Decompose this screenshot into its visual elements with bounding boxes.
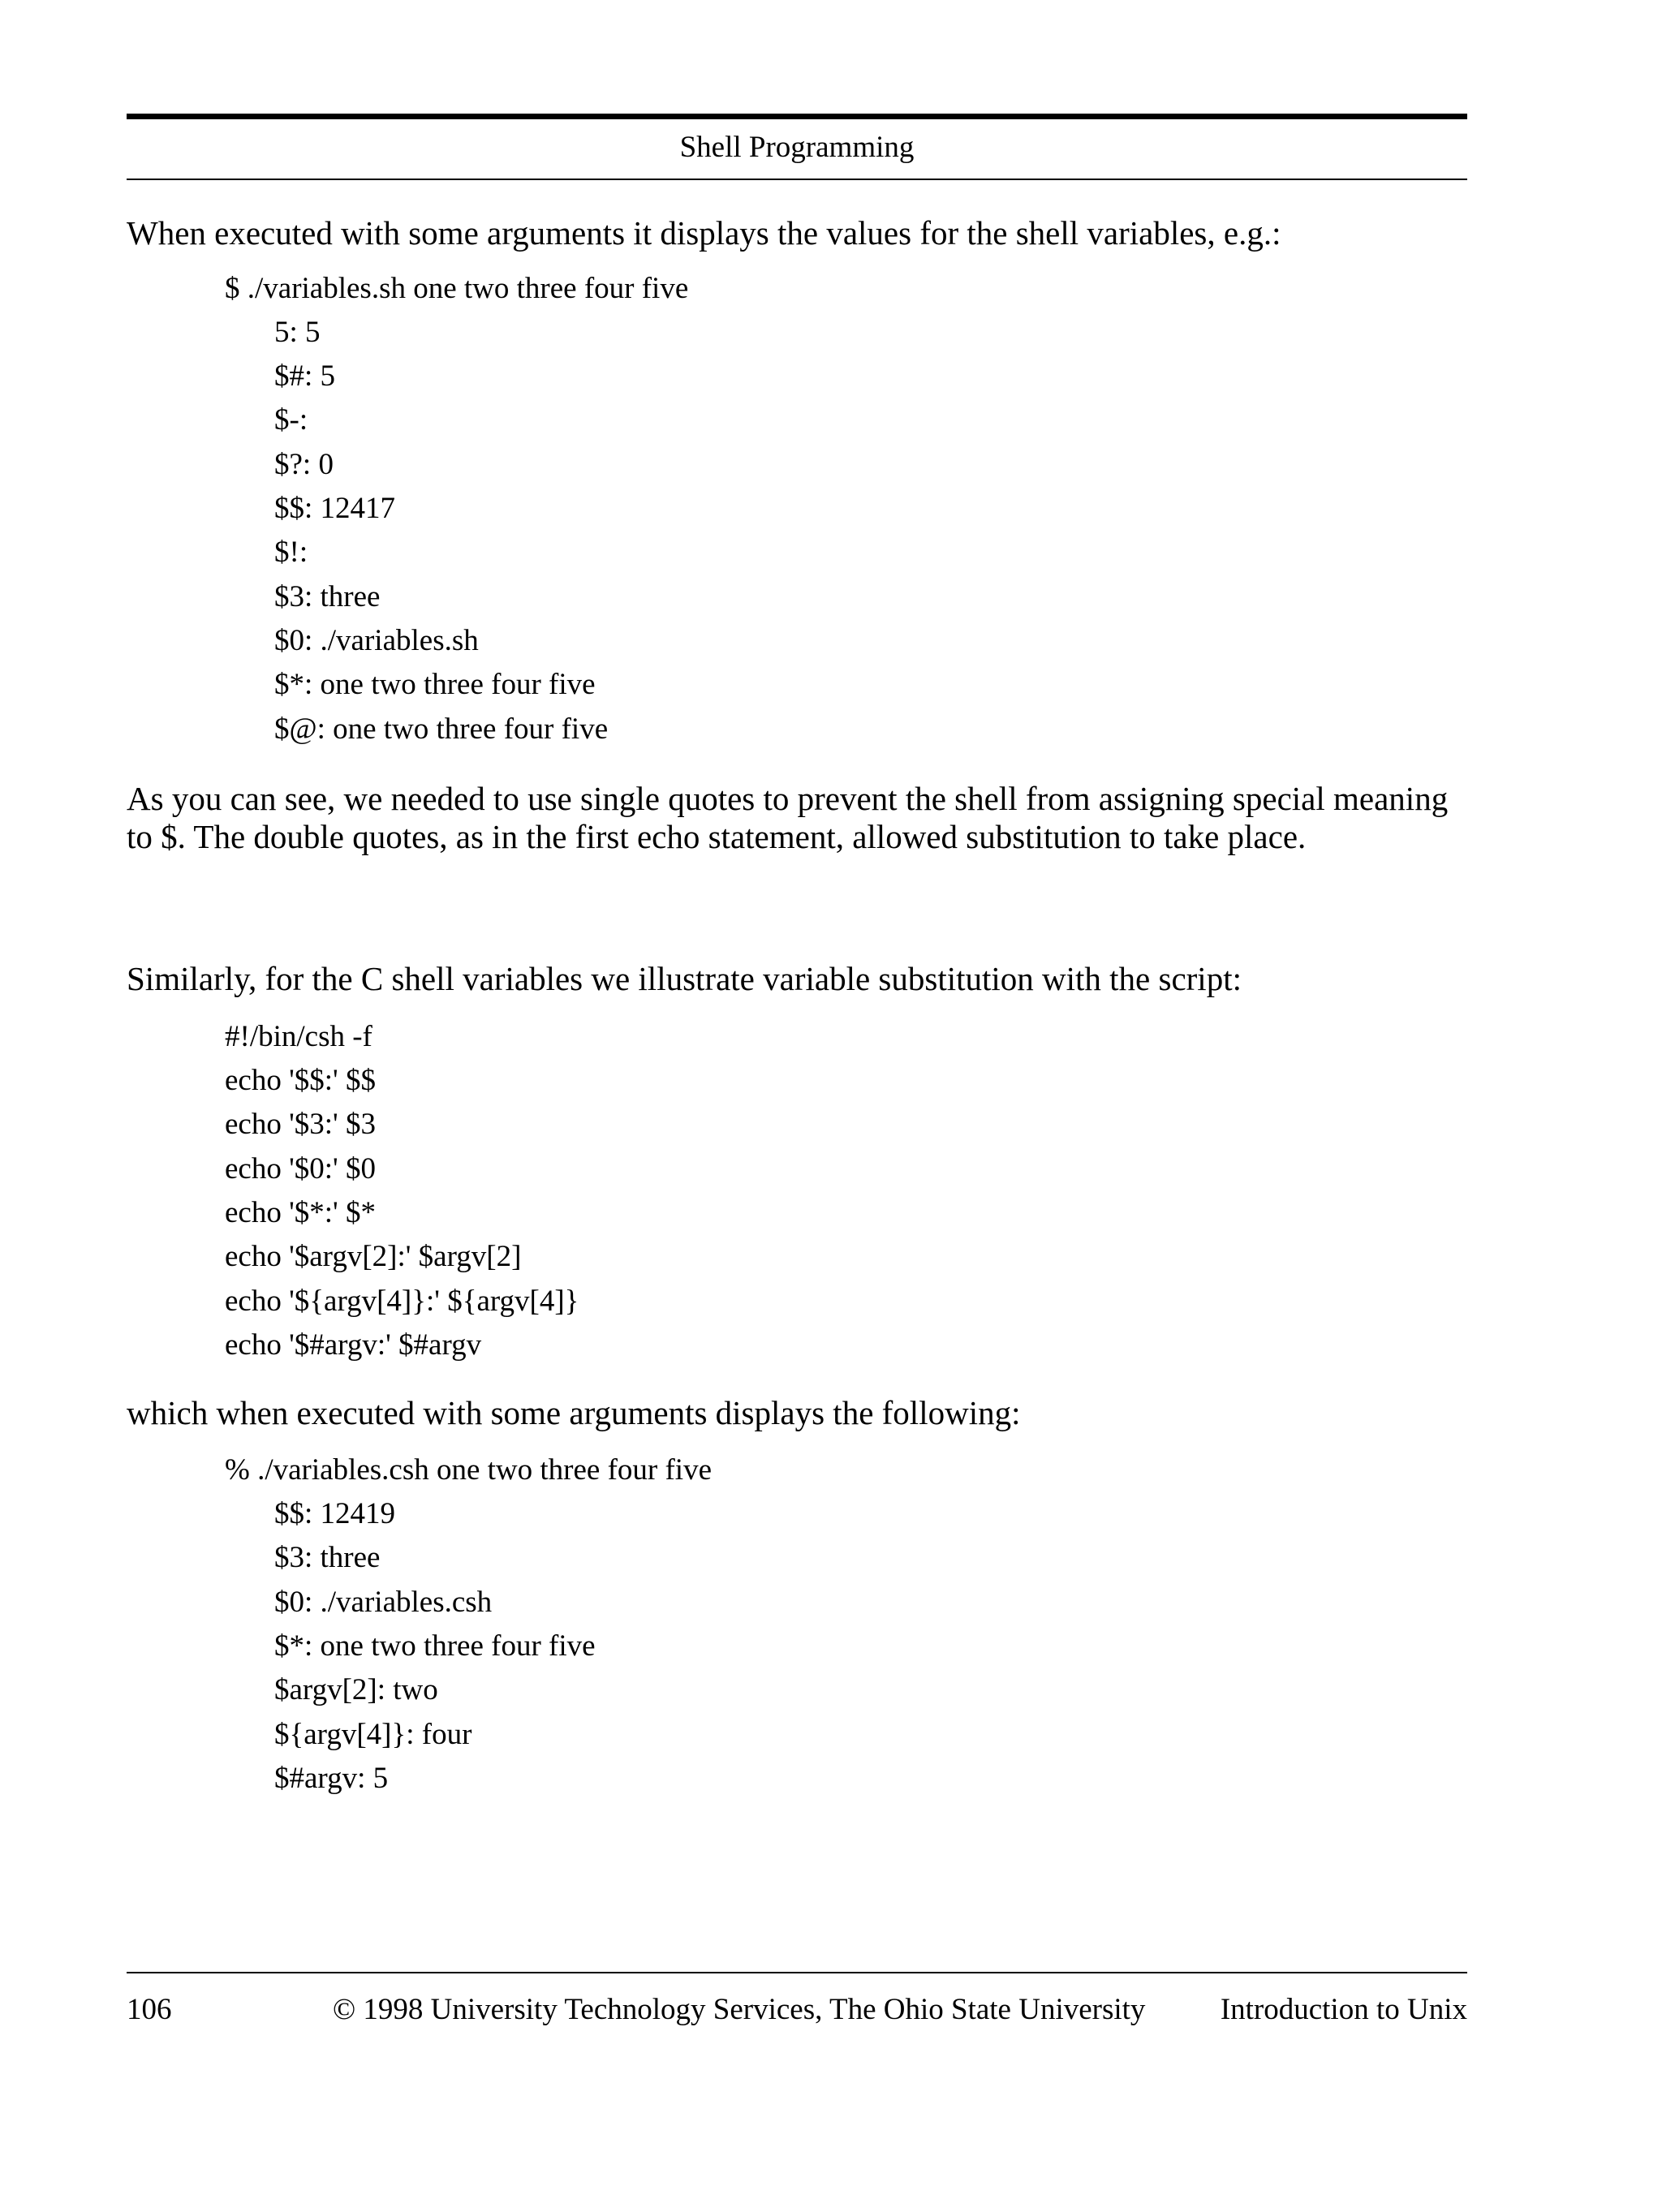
section2-command: % ./variables.csh one two three four five [225, 1453, 713, 1487]
header-rule-bottom [127, 179, 1467, 180]
header-rule-top [127, 114, 1467, 119]
script-line: echo '$argv[2]:' $argv[2] [225, 1240, 522, 1273]
output-line: $?: 0 [274, 448, 334, 481]
output-line: $$: 12417 [274, 492, 396, 525]
footer-book-title: Introduction to Unix [1220, 1993, 1467, 2026]
script-line: echo '$*:' $* [225, 1196, 376, 1229]
output-line: $@: one two three four five [274, 712, 609, 746]
output-line: $0: ./variables.csh [274, 1586, 493, 1619]
output-line: $3: three [274, 1541, 381, 1574]
script-line: echo '$3:' $3 [225, 1108, 376, 1141]
output-line: $#argv: 5 [274, 1762, 389, 1795]
footer-copyright: © 1998 University Technology Services, The Ohio State University [333, 1993, 1146, 2026]
output-line: 5: 5 [274, 316, 321, 349]
output-line: $!: [274, 536, 308, 569]
section1-intro: When executed with some arguments it displays the values for the shell variables, e.g.: [127, 214, 1281, 252]
script-line: echo '$0:' $0 [225, 1152, 376, 1186]
output-line: $3: three [274, 580, 381, 613]
script-line: #!/bin/csh -f [225, 1020, 372, 1053]
section1-explanation: As you can see, we needed to use single quotes to prevent the shell from assigning special meaning to $. The double quotes, as in the first echo statement, allowed substitution to take place. [127, 780, 1449, 855]
script-line: echo '$#argv:' $#argv [225, 1328, 482, 1362]
output-line: $-: [274, 403, 308, 437]
page-number: 106 [127, 1993, 172, 2026]
output-line: $$: 12419 [274, 1497, 396, 1530]
output-line: $*: one two three four five [274, 668, 596, 701]
running-header: Shell Programming [679, 131, 915, 164]
output-line: $0: ./variables.sh [274, 624, 479, 657]
section2-intro: Similarly, for the C shell variables we illustrate variable substitution with the script: [127, 960, 1242, 997]
output-line: $argv[2]: two [274, 1673, 438, 1706]
output-line: $*: one two three four five [274, 1629, 596, 1663]
section2-result-intro: which when executed with some arguments displays the following: [127, 1394, 1021, 1431]
script-line: echo '$$:' $$ [225, 1064, 376, 1097]
footer-rule [127, 1972, 1467, 1973]
output-line: ${argv[4]}: four [274, 1718, 472, 1751]
output-line: $#: 5 [274, 359, 336, 393]
script-line: echo '${argv[4]}:' ${argv[4]} [225, 1285, 579, 1318]
section1-command: $ ./variables.sh one two three four five [225, 272, 689, 305]
